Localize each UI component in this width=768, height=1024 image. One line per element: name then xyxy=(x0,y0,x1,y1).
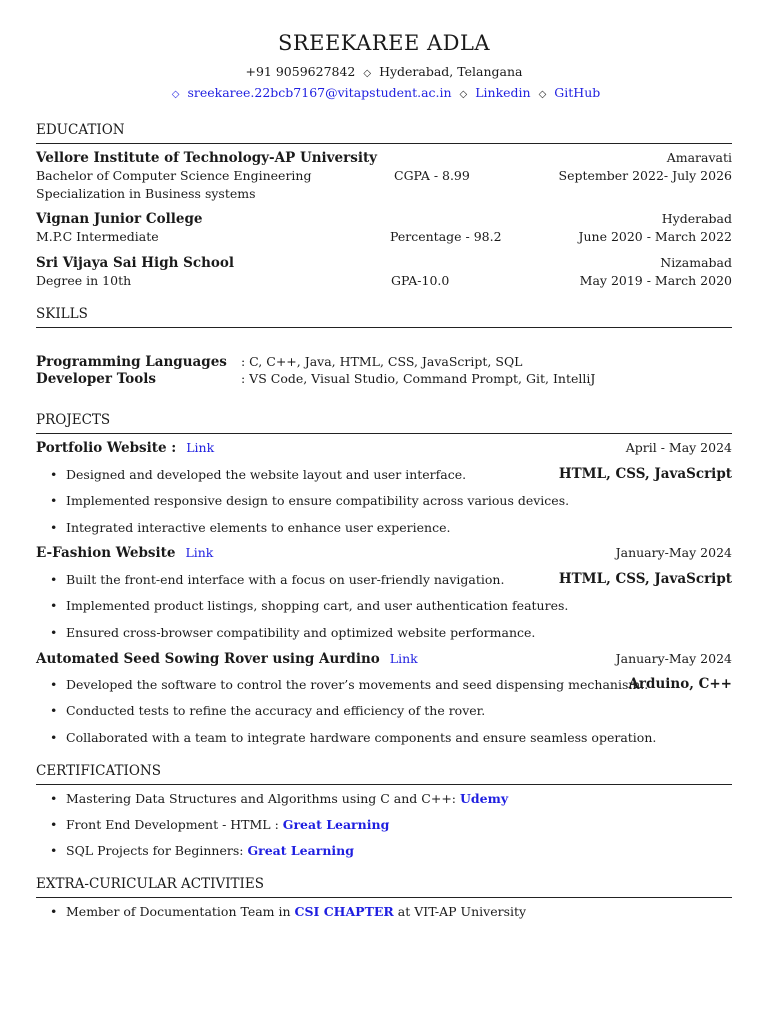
activity-line xyxy=(66,904,526,919)
activities-heading: EXTRA-CURICULAR ACTIVITIES xyxy=(36,876,732,898)
contact-line-2 xyxy=(36,85,732,100)
activity-item xyxy=(50,904,732,922)
specialization: Specialization in Business systems xyxy=(36,186,256,201)
bullet-icon: • xyxy=(50,520,58,535)
education-entry-2-details xyxy=(36,229,732,247)
certification-text: Mastering Data Structures and Algorithms using C and C++: xyxy=(66,791,457,806)
activity-text: at VIT-AP University xyxy=(397,904,527,919)
project-bullet xyxy=(50,572,732,590)
education-entry-3 xyxy=(36,255,732,273)
dates: September 2022- July 2026 xyxy=(558,168,732,183)
project-title-line xyxy=(36,440,214,456)
bullet-icon: • xyxy=(50,730,58,745)
certification-item xyxy=(50,817,732,835)
email-link[interactable]: sreekaree.22bcb7167@vitapstudent.ac.in xyxy=(187,85,452,100)
project-dates: January-May 2024 xyxy=(615,651,732,666)
certification-line xyxy=(66,843,354,858)
education-entry-1 xyxy=(36,150,732,168)
project-bullet xyxy=(50,467,732,485)
certification-item xyxy=(50,791,732,809)
candidate-name: SREEKAREE ADLA xyxy=(277,31,491,55)
project-title-line xyxy=(36,651,418,667)
bullet-text: Ensured cross-browser compatibility and optimized website performance. xyxy=(66,625,536,640)
skill-value: : C, C++, Java, HTML, CSS, JavaScript, SQL xyxy=(241,354,523,369)
bullet-icon: • xyxy=(50,467,58,482)
phone-number: +91 9059627842 xyxy=(245,64,356,79)
project-title-line xyxy=(36,545,213,561)
bullet-text: Implemented product listings, shopping cart, and user authentication features. xyxy=(66,598,569,613)
bullet-text: Collaborated with a team to integrate hardware components and ensure seamless operation. xyxy=(66,730,657,745)
certifications-heading: CERTIFICATIONS xyxy=(36,763,732,785)
project-tech: HTML, CSS, JavaScript xyxy=(558,466,732,482)
github-link[interactable]: GitHub xyxy=(554,85,601,100)
certification-provider-link[interactable]: Great Learning xyxy=(247,843,354,858)
project-title: Automated Seed Sowing Rover using Aurdino xyxy=(36,651,380,667)
project-link[interactable]: Link xyxy=(186,440,215,455)
bullet-text: Designed and developed the website layout and user interface. xyxy=(66,467,467,482)
project-header xyxy=(36,651,732,669)
education-entry-1-details xyxy=(36,168,732,186)
score: GPA-10.0 xyxy=(391,273,450,288)
project-dates: April - May 2024 xyxy=(625,440,732,455)
skill-label: Programming Languages xyxy=(36,354,227,370)
bullet-text: Implemented responsive design to ensure compatibility across various devices. xyxy=(66,493,570,508)
diamond-separator-icon: ◇ xyxy=(459,89,468,100)
institution-place: Hyderabad xyxy=(661,211,732,226)
diamond-separator-icon: ◇ xyxy=(538,89,547,100)
education-entry-1-extra xyxy=(36,186,732,204)
bullet-icon: • xyxy=(50,625,58,640)
skills-heading: SKILLS xyxy=(36,306,732,328)
project-link[interactable]: Link xyxy=(389,651,418,666)
project-title: Portfolio Website : xyxy=(36,440,177,456)
institution-place: Nizamabad xyxy=(660,255,732,270)
project-bullet xyxy=(50,677,732,695)
certification-text: Front End Development - HTML : xyxy=(66,817,279,832)
bullet-text: Conducted tests to refine the accuracy and efficiency of the rover. xyxy=(66,703,486,718)
bullet-icon: • xyxy=(50,493,58,508)
bullet-icon: • xyxy=(50,677,58,692)
activity-org-link[interactable]: CSI CHAPTER xyxy=(294,904,394,919)
education-entry-3-details xyxy=(36,273,732,291)
bullet-icon: • xyxy=(50,572,58,587)
project-title: E-Fashion Website xyxy=(36,545,176,561)
project-link[interactable]: Link xyxy=(185,545,214,560)
dates: May 2019 - March 2020 xyxy=(579,273,732,288)
education-heading: EDUCATION xyxy=(36,122,732,144)
certification-item xyxy=(50,843,732,861)
skills-row-1 xyxy=(36,354,732,372)
certification-provider-link[interactable]: Udemy xyxy=(460,791,509,806)
score: Percentage - 98.2 xyxy=(390,229,502,244)
bullet-text: Built the front-end interface with a focus on user-friendly navigation. xyxy=(66,572,505,587)
project-bullet xyxy=(50,730,732,748)
diamond-separator-icon: ◇ xyxy=(363,68,372,79)
institution-place: Amaravati xyxy=(666,150,732,165)
project-bullet xyxy=(50,520,732,538)
degree: Degree in 10th xyxy=(36,273,132,288)
certification-line xyxy=(66,817,389,832)
activity-text: Member of Documentation Team in xyxy=(66,904,291,919)
project-header xyxy=(36,440,732,458)
certification-provider-link[interactable]: Great Learning xyxy=(282,817,390,832)
bullet-icon: • xyxy=(50,598,58,613)
bullet-icon: • xyxy=(50,703,58,718)
institution-name: Vellore Institute of Technology-AP University xyxy=(36,150,378,166)
degree: Bachelor of Computer Science Engineering xyxy=(36,168,312,183)
bullet-icon: • xyxy=(50,843,58,858)
certification-text: SQL Projects for Beginners: xyxy=(66,843,244,858)
project-header xyxy=(36,545,732,563)
bullet-icon: • xyxy=(50,817,58,832)
skills-row-2 xyxy=(36,371,732,389)
projects-heading: PROJECTS xyxy=(36,412,732,434)
project-dates: January-May 2024 xyxy=(615,545,732,560)
project-tech: Arduino, C++ xyxy=(628,676,732,692)
project-bullet xyxy=(50,625,732,643)
skill-label: Developer Tools xyxy=(36,371,156,387)
bullet-icon: • xyxy=(50,791,58,806)
degree: M.P.C Intermediate xyxy=(36,229,159,244)
linkedin-link[interactable]: Linkedin xyxy=(475,85,531,100)
project-tech: HTML, CSS, JavaScript xyxy=(558,571,732,587)
bullet-text: Developed the software to control the rover’s movements and seed dispensing mechanism.. xyxy=(66,677,649,692)
bullet-icon: • xyxy=(50,904,58,919)
contact-line-1 xyxy=(36,64,732,79)
education-entry-2 xyxy=(36,211,732,229)
certification-line xyxy=(66,791,508,806)
project-bullet xyxy=(50,598,732,616)
score: CGPA - 8.99 xyxy=(394,168,470,183)
project-bullet xyxy=(50,493,732,511)
project-bullet xyxy=(50,703,732,721)
skill-value: : VS Code, Visual Studio, Command Prompt, Git, IntelliJ xyxy=(241,371,596,386)
diamond-separator-icon: ◇ xyxy=(171,89,180,100)
institution-name: Sri Vijaya Sai High School xyxy=(36,255,235,271)
dates: June 2020 - March 2022 xyxy=(578,229,732,244)
bullet-text: Integrated interactive elements to enhance user experience. xyxy=(66,520,451,535)
institution-name: Vignan Junior College xyxy=(36,211,203,227)
location: Hyderabad, Telangana xyxy=(379,64,523,79)
